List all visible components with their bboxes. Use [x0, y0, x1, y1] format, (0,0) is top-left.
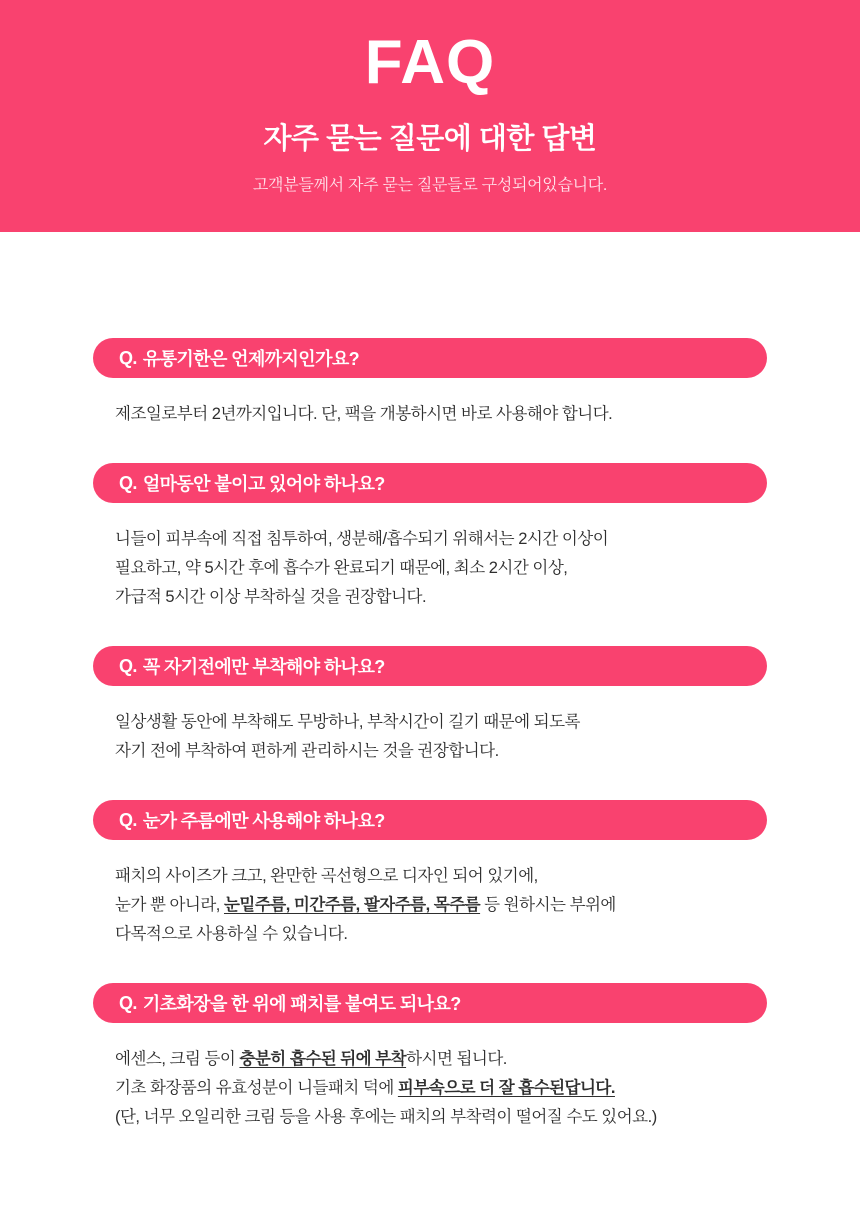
faq-question[interactable] — [93, 338, 767, 378]
faq-answer-line — [115, 400, 747, 429]
faq-answer-text: (단, 너무 오일리한 크림 등을 사용 후에는 패치의 부착력이 떨어질 수도 있어요.) — [115, 1108, 657, 1126]
faq-answer-text: 등 원하시는 부위에 — [480, 896, 616, 914]
faq-question[interactable] — [93, 463, 767, 503]
faq-answer-text: 니들이 피부속에 직접 침투하여, 생분해/흡수되기 위해서는 2시간 이상이 — [115, 530, 609, 548]
faq-answer-emphasis: 충분히 흡수된 뒤에 부착 — [239, 1050, 407, 1068]
faq-question-text: 기초화장을 한 위에 패치를 붙여도 되나요? — [142, 994, 461, 1014]
faq-answer-line — [115, 554, 747, 583]
faq-answer — [93, 1023, 767, 1142]
faq-answer — [93, 503, 767, 622]
faq-answer-text: 다목적으로 사용하실 수 있습니다. — [115, 925, 348, 943]
faq-answer-text: 눈가 뿐 아니라, — [115, 896, 224, 914]
faq-item — [0, 983, 860, 1142]
page-title: FAQ — [364, 28, 496, 97]
faq-answer-text: 일상생활 동안에 부착해도 무방하나, 부착시간이 길기 때문에 되도록 — [115, 713, 580, 731]
faq-answer — [93, 378, 767, 439]
faq-question-prefix: Q. — [119, 992, 137, 1013]
faq-question-prefix: Q. — [119, 347, 137, 368]
faq-item — [0, 646, 860, 776]
faq-answer-line — [115, 583, 747, 612]
faq-answer-text: 자기 전에 부착하여 편하게 관리하시는 것을 권장합니다. — [115, 742, 499, 760]
faq-answer-emphasis: 눈밑주름, 미간주름, 팔자주름, 목주름 — [223, 896, 481, 914]
page-description: 고객분들께서 자주 묻는 질문들로 구성되어있습니다. — [252, 177, 608, 194]
faq-question-prefix: Q. — [119, 809, 137, 830]
faq-question[interactable] — [93, 800, 767, 840]
faq-item — [0, 338, 860, 439]
faq-answer — [93, 840, 767, 959]
page-subtitle: 자주 묻는 질문에 대한 답변 — [263, 123, 597, 155]
faq-answer-text: 제조일로부터 2년까지입니다. 단, 팩을 개봉하시면 바로 사용해야 합니다. — [115, 405, 613, 423]
faq-question-prefix: Q. — [119, 655, 137, 676]
faq-answer-text: 패치의 사이즈가 크고, 완만한 곡선형으로 디자인 되어 있기에, — [115, 867, 538, 885]
faq-item — [0, 800, 860, 959]
faq-question[interactable] — [93, 646, 767, 686]
faq-answer-line — [115, 525, 747, 554]
faq-answer-text: 하시면 됩니다. — [406, 1050, 507, 1068]
faq-answer-line — [115, 891, 747, 920]
faq-question-text: 눈가 주름에만 사용해야 하나요? — [142, 811, 385, 831]
faq-question[interactable] — [93, 983, 767, 1023]
faq-question-text: 유통기한은 언제까지인가요? — [142, 349, 360, 369]
faq-question-prefix: Q. — [119, 472, 137, 493]
faq-item — [0, 463, 860, 622]
faq-answer-text: 에센스, 크림 등이 — [115, 1050, 240, 1068]
faq-answer-line — [115, 920, 747, 949]
faq-answer-line — [115, 862, 747, 891]
faq-list — [0, 232, 860, 1206]
faq-answer-text: 필요하고, 약 5시간 후에 흡수가 완료되기 때문에, 최소 2시간 이상, — [115, 559, 568, 577]
faq-answer-text: 기초 화장품의 유효성분이 니들패치 덕에 — [115, 1079, 398, 1097]
faq-question-text: 얼마동안 붙이고 있어야 하나요? — [142, 474, 385, 494]
faq-question-text: 꼭 자기전에만 부착해야 하나요? — [142, 657, 385, 677]
faq-answer-line — [115, 1074, 747, 1103]
faq-answer-emphasis: 피부속으로 더 잘 흡수된답니다. — [397, 1079, 615, 1097]
faq-answer-line — [115, 1045, 747, 1074]
faq-answer-text: 가급적 5시간 이상 부착하실 것을 권장합니다. — [115, 588, 427, 606]
faq-answer-line — [115, 737, 747, 766]
hero-banner — [0, 0, 860, 232]
faq-answer — [93, 686, 767, 776]
faq-answer-line — [115, 708, 747, 737]
faq-answer-line — [115, 1103, 747, 1132]
